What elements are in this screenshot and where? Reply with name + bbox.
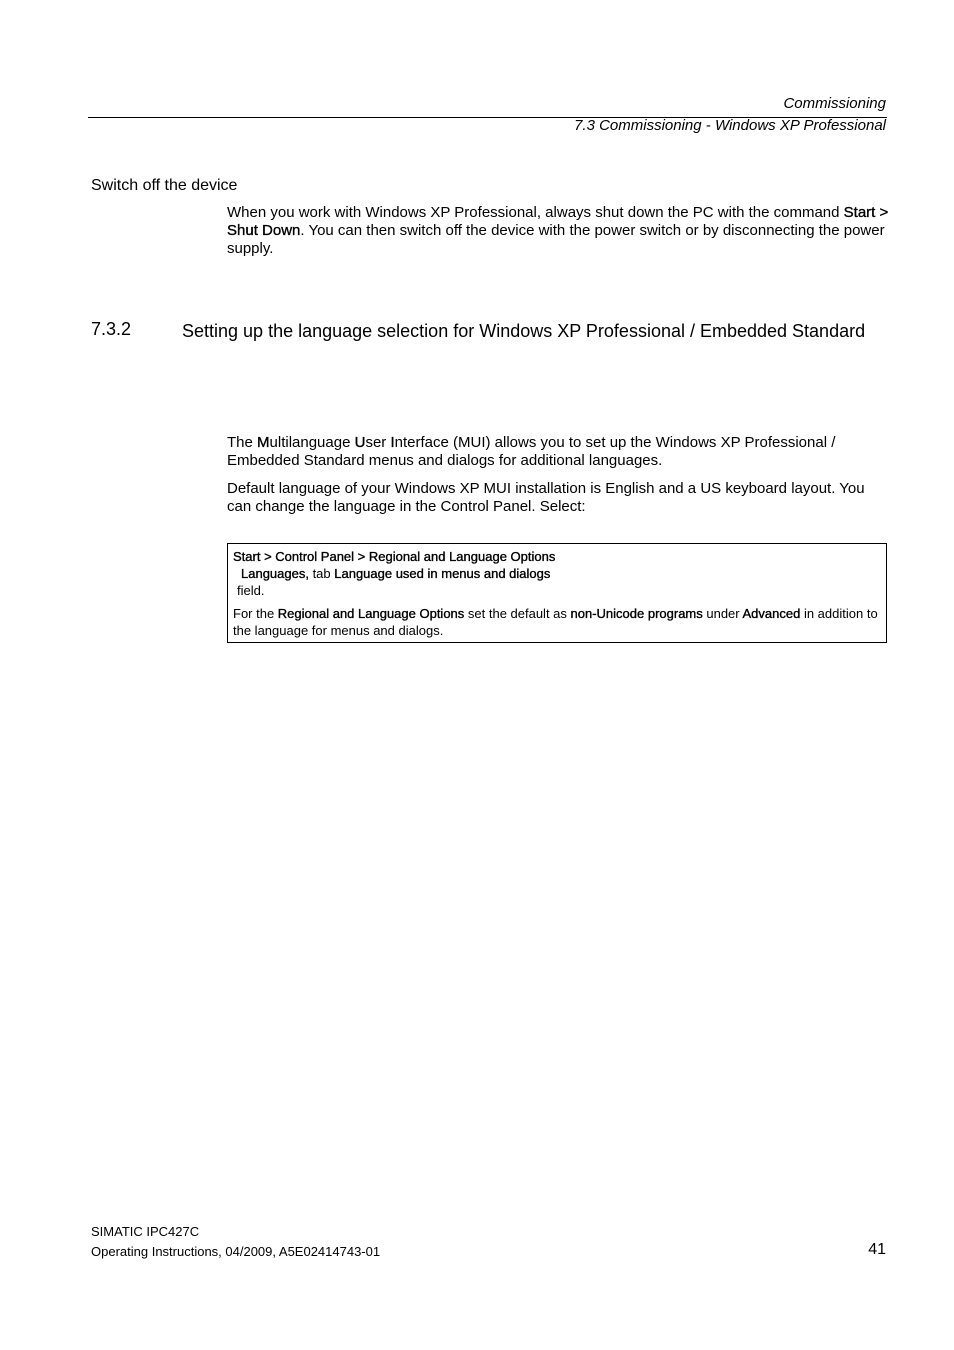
section-title: Setting up the language selection for Windows XP Professional / Embedded Standard (182, 321, 866, 341)
instruction-box (227, 543, 887, 643)
instruction-tab: Languages, tab Language used in menus and dialogs (241, 566, 551, 581)
page-number: 41 (868, 1241, 886, 1258)
footer-product: SIMATIC IPC427C (91, 1224, 200, 1239)
heading-switch-off: Switch off the device (91, 177, 238, 194)
instruction-path: Start > Control Panel > Regional and Language Options (233, 549, 556, 564)
paragraph-default-language: Default language of your Windows XP MUI installation is English and a US keyboard layout. You can change the language in the Control Panel. Select: (227, 480, 865, 515)
instruction-note: For the Regional and Language Options set the default as non-Unicode programs under Advanced in addition to the language for menus and dialogs. (233, 606, 878, 638)
command-start-shut-down: Start > Shut Down (227, 204, 889, 239)
instruction-field: field. (237, 583, 265, 598)
header-rule (88, 117, 887, 118)
section-number: 7.3.2 (91, 319, 132, 339)
running-header-chapter: Commissioning (783, 95, 886, 112)
paragraph-switch-off: When you work with Windows XP Professional, always shut down the PC with the command Start > Shut Down. You can then switch off the device with the power switch or by disconnecting the power supply. (227, 204, 889, 257)
footer-document: Operating Instructions, 04/2009, A5E02414743-01 (91, 1244, 381, 1259)
paragraph-mui: The Multilanguage User Interface (MUI) allows you to set up the Windows XP Professional / Embedded Standard menus and dialogs for additional languages. (227, 434, 836, 469)
running-header-section: 7.3 Commissioning - Windows XP Professional (574, 117, 886, 134)
